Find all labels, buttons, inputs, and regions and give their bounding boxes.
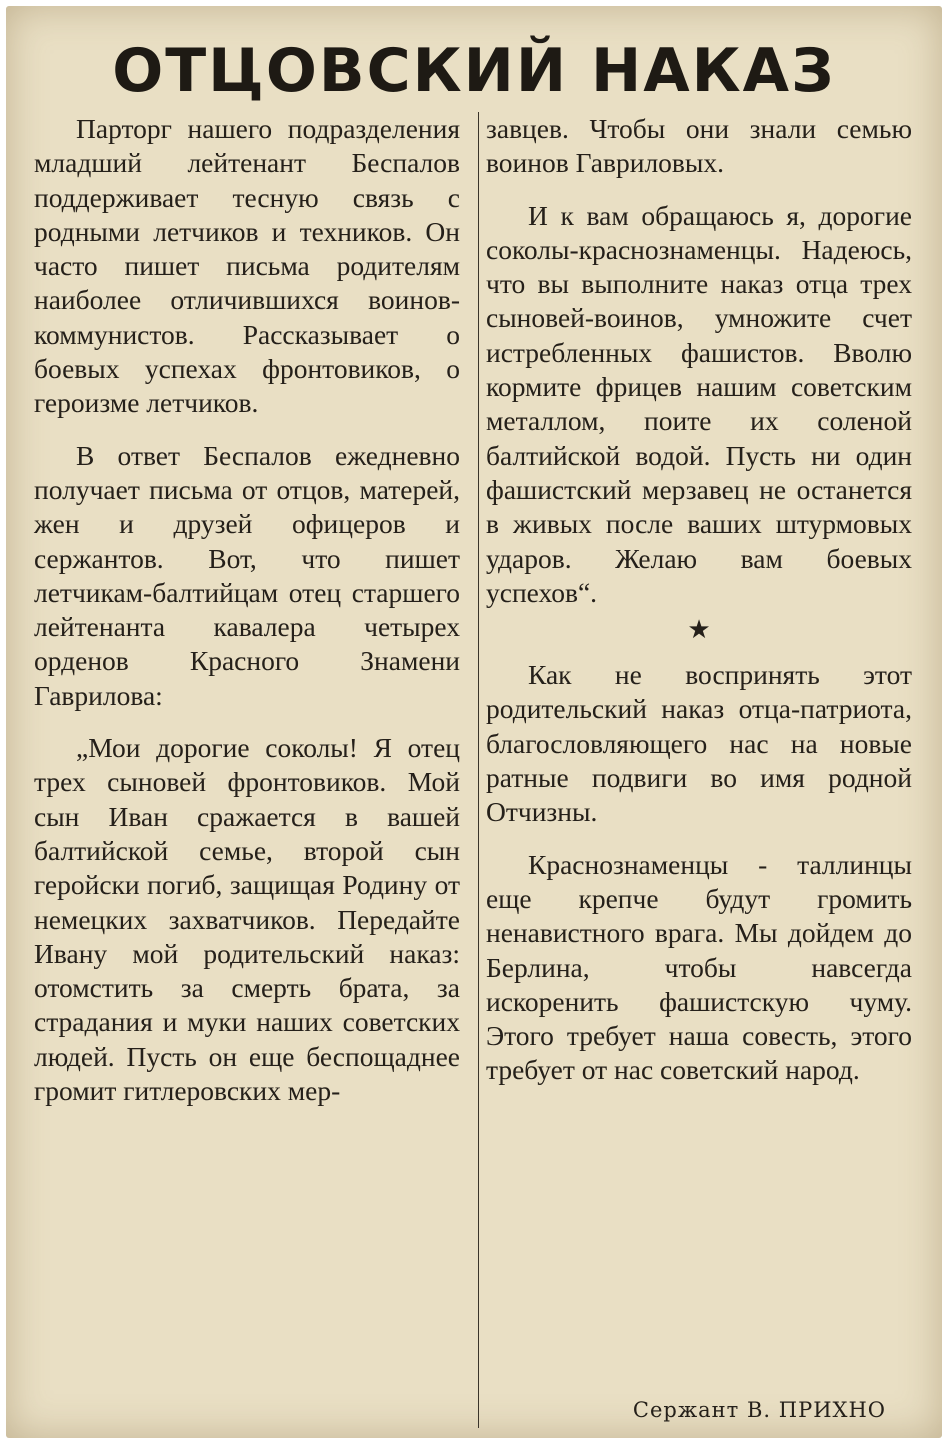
column-divider — [478, 112, 479, 1428]
letter-paragraph: „Мои дорогие соколы! Я отец трех сыновей фронтовиков. Мой сын Иван сражается в вашей балтийской семье, второй сын геройски погиб, защищая Родину от немецких захватчиков. Передайте Ивану мой родительский наказ: отомстить за смерть брата, за страдания и муки наших советских людей. Пусть он еще беспощаднее громит гитлеровских мер- — [34, 732, 460, 1107]
headline: ОТЦОВСКИЙ НАКАЗ — [112, 36, 836, 106]
article-paragraph: Парторг нашего подразделения младший лейтенант Беспалов поддерживает тесную связь с родными летчиков и техников. Он часто пишет письма родителям наиболее отличившихся воинов-коммунистов. Рассказывает о боевых успехах фронтовиков, о героизме летчиков. — [34, 113, 460, 419]
article-left-column — [34, 112, 460, 1108]
star-icon: ★ — [687, 615, 711, 646]
article-paragraph: В ответ Беспалов ежедневно получает письма от отцов, матерей, жен и друзей офицеров и сержантов. Вот, что пишет летчикам-балтийцам отец старшего лейтенанта кавалера четырех орденов Красного Знамени Гаврилова: — [34, 439, 460, 711]
article-paragraph: Краснознаменцы - таллинцы еще крепче будут громить ненавистного врага. Мы дойдем до Берлина, чтобы навсегда искоренить фашистскую чуму. Этого требует наша совесть, этого требует от нас советский народ. — [486, 848, 912, 1086]
newspaper-clipping — [6, 6, 942, 1438]
letter-continuation: завцев. Чтобы они знали семью воинов Гавриловых. — [486, 113, 912, 179]
author-signature: Сержант В. ПРИХНО — [632, 1398, 886, 1422]
letter-paragraph: И к вам обращаюсь я, дорогие соколы-краснознаменцы. Надеюсь, что вы выполните наказ отца трех сыновей-воинов, умножите счет истребленных фашистов. Вволю кормите фрицев нашим советским металлом, поите их соленой балтийской водой. Пусть ни один фашистский мерзавец не останется в живых после ваших штурмовых ударов. Желаю вам боевых успехов“. — [486, 199, 912, 608]
article-paragraph: Как не воспринять этот родительский наказ отца-патриота, благословляющего нас на новые ратные подвиги во имя родной Отчизны. — [486, 659, 912, 828]
article-right-column — [486, 112, 912, 1088]
